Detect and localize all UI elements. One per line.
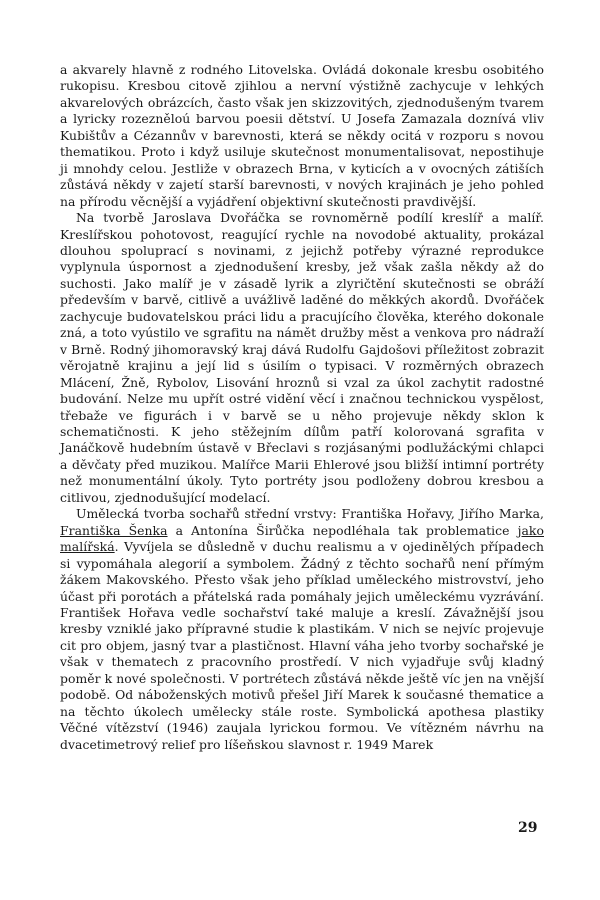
paragraph-litovelsko-zamazal: a akvarely hlavně z rodného Litovelska. Ovládá dokonale kresbu osobitého rukopisu. Kresbou citově zjihlou a nervní výstižně zachycuje v lehkých akvarelových obrázcích, často však jen skizzovitých, zjednodušeným tvarem a lyricky rozezněloú barvou poesii dětství. U Josefa Zamazala doznívá vliv Kubištův a Cézannův v barevnosti, která se někdy ocitá v rozporu s novou thematikou. Proto i když usiluje skutečnost monumentalisovat, nepostihuje ji mnohdy celou. Jestliže v obrazech Brna, v kyticích a v ovocných zátiších zůstává někdy v zajetí starší barevnosti, v nových krajinách je jeho pohled na přírodu věcnější a vyjádření objektivní skutečnosti pravdivější.: [60, 62, 544, 209]
page-body: [60, 62, 544, 753]
paragraph-sculptors-text-after: . Vyvíjela se důsledně v duchu realismu a v ojedinělých případech si vypomáhala alegorií a symbolem. Žádný z těchto sochařů není přímým žákem Makovského. Přesto však jeho příklad uměleckého mistrovství, jeho účast při porotách a přátelská rada pomáhaly jejich uměleckému vyzrávání. František Hořava vedle sochařství také maluje a kreslí. Závažnější jsou kresby vzniklé jako přípravné studie k plastikám. V nich se nejvíc projevuje cit pro objem, jasný tvar a plastičnost. Hlavní váha jeho tvorby sochařské je však v thematech z pracovního prostředí. V nich vyjadřuje svůj kladný poměr k nové společnosti. V portrétech zůstává někde ještě víc jen na vnější podobě. Od náboženských motivů přešel Jiří Marek k současné thematice a na těchto úkolech umělecky stále roste. Symbolická apothesa plastiky Věčné vítězství (1946) zaujala lyrickou formou. Ve vítězném návrhu na dvacetimetrový relief pro líšeňskou slavnost r. 1949 Marek: [60, 539, 544, 752]
underlined-phrase-malirska: jako malířská: [60, 522, 544, 555]
paragraph-sculptors-text-middle: a Antonína Širůčka nepodléhala tak problematice: [167, 522, 518, 538]
underlined-name-senk: Františka Šenka: [60, 522, 168, 538]
paragraph-sculptors-text-before: Umělecká tvorba sochařů střední vrstvy: Františka Hořavy, Jiřího Marka,: [76, 506, 544, 522]
page-number: 29: [518, 820, 538, 836]
paragraph-dvoracek-gajdos-ehlerova: Na tvorbě Jaroslava Dvořáčka se rovnoměrně podílí kreslíř a malíř. Kreslířskou pohotovost, reagující rychle na novodobé aktuality, prokázal dlouhou spoluprací s novinami, z jejichž potřeby výrazné reprodukce vyplynula úspornost a zjednodušení kresby, jež však zašla někdy až do suchosti. Jako malíř je v zásadě lyrik a zlyričtění skutečnosti se obráží především v barvě, citlivě a uvážlivě laděné do měkkých akordů. Dvořáček zachycuje budovatelskou práci lidu a pracujícího člověka, kterého dokonale zná, a toto vyústilo ve sgrafitu na námět družby měst a venkova pro nádraží v Brně. Rodný jihomoravský kraj dává Rudolfu Gajdošovi příležitost zobrazit věrojatně krajinu a její lid s úsilím o typisaci. V rozměrných obrazech Mlácení, Žně, Rybolov, Lisování hroznů si vzal za úkol zachytit radostné budování. Nelze mu upřít ostré vidění věcí i značnou technickou vyspělost, třebaže ve figurách i v barvě se u něho projevuje někdy sklon k schematičnosti. K jeho stěžejním dílům patří kolorovaná sgrafita v Janáčkově hudebním ústavě v Břeclavi s rozjásanými podlužáckými chlapci a děvčaty před muzikou. Malířce Marii Ehlerové jsou bližší intimní portréty než monumentální úkoly. Tyto portréty jsou podloženy dobrou kresbou a citlivou, zjednodušující modelací.: [60, 210, 544, 505]
paragraph-sculptors: [60, 506, 544, 753]
